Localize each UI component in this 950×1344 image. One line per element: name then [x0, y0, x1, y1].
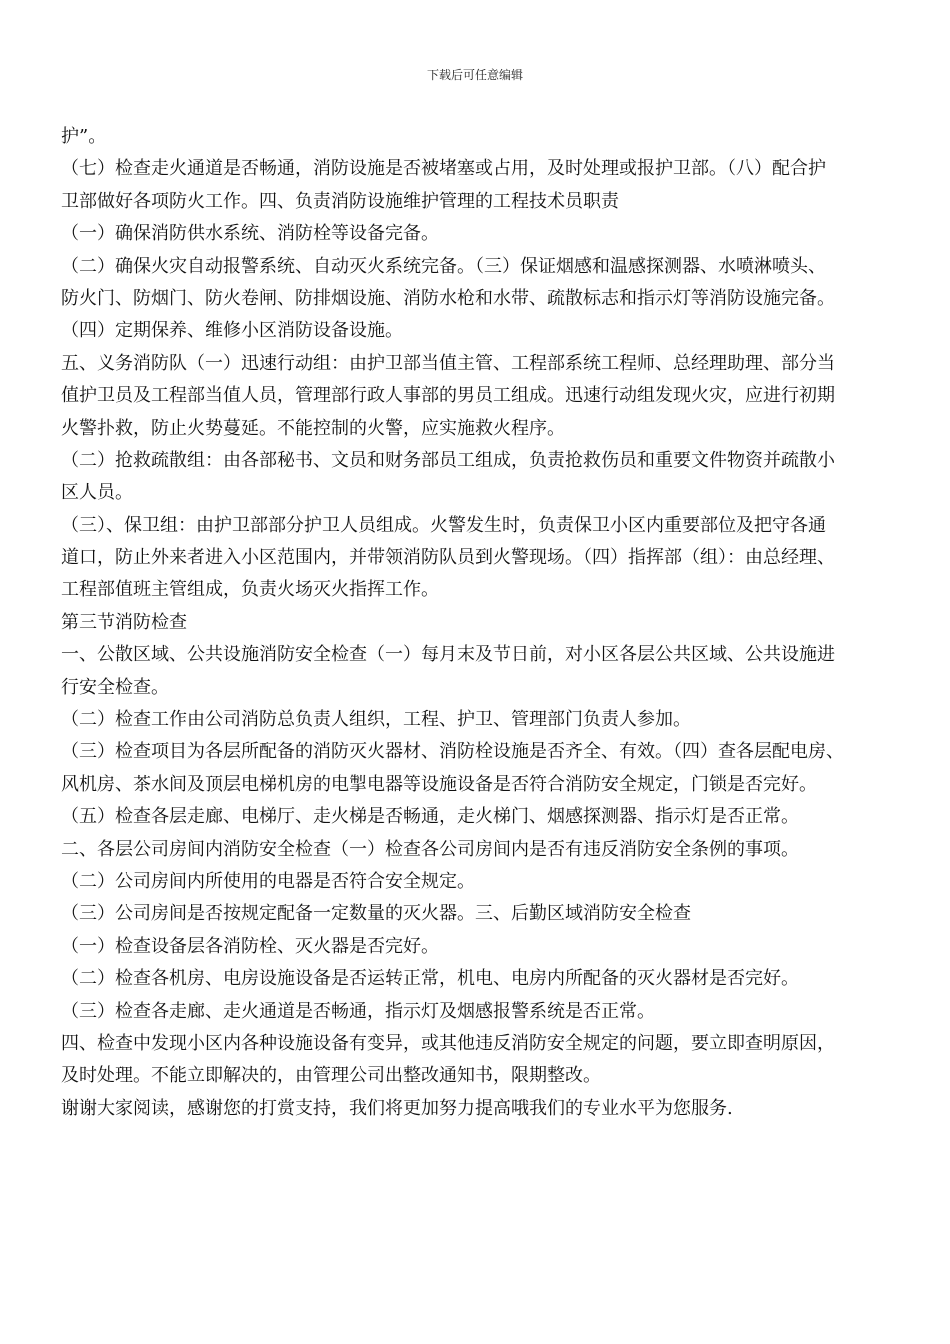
text-line: 二、各层公司房间内消防安全检查（一）检查各公司房间内是否有违反消防安全条例的事项。: [61, 838, 799, 860]
text-line: （四）定期保养、维修小区消防设备设施。: [61, 320, 403, 342]
text-line: 四、检查中发现小区内各种设施设备有变异，或其他违反消防安全规定的问题，要立即查明原因，: [61, 1032, 835, 1054]
text-line: 区人员。: [61, 482, 133, 504]
text-line: 工程部值班主管组成，负责火场灭火指挥工作。: [61, 579, 439, 601]
text-line: （五）检查各层走廊、电梯厅、走火梯是否畅通，走火梯门、烟感探测器、指示灯是否正常。: [61, 806, 799, 828]
text-line: 第三节消防检查: [61, 611, 187, 633]
text-line: （二）检查各机房、电房设施设备是否运转正常，机电、电房内所配备的灭火器材是否完好。: [61, 968, 799, 990]
text-line: 五、义务消防队（一）迅速行动组：由护卫部当值主管、工程部系统工程师、总经理助理、部分当: [61, 352, 835, 374]
text-line: （二）确保火灾自动报警系统、自动灭火系统完备。（三）保证烟感和温感探测器、水喷淋喷头、: [61, 255, 826, 277]
text-line: （三）检查各走廊、走火通道是否畅通，指示灯及烟感报警系统是否正常。: [61, 1000, 655, 1022]
text-line: 防火门、防烟门、防火卷闸、防排烟设施、消防水枪和水带、疏散标志和指示灯等消防设施完备。: [61, 287, 835, 309]
text-line: （二）抢救疏散组：由各部秘书、文员和财务部员工组成，负责抢救伤员和重要文件物资并疏散小: [61, 449, 835, 471]
text-line: 道口，防止外来者进入小区范围内，并带领消防队员到火警现场。（四）指挥部（组）：由总经理、: [61, 547, 835, 569]
text-line: 值护卫员及工程部当值人员，管理部行政人事部的男员工组成。迅速行动组发现火灾，应进行初期: [61, 385, 835, 407]
text-line: 行安全检查。: [61, 676, 169, 698]
text-line: （二）公司房间内所使用的电器是否符合安全规定。: [61, 870, 475, 892]
text-line: 卫部做好各项防火工作。四、负责消防设施维护管理的工程技术员职责: [61, 190, 619, 212]
text-line: （一）检查设备层各消防栓、灭火器是否完好。: [61, 935, 439, 957]
text-line: 及时处理。不能立即解决的，由管理公司出整改通知书，限期整改。: [61, 1065, 601, 1087]
text-line: （七）检查走火通道是否畅通，消防设施是否被堵塞或占用，及时处理或报护卫部。（八）配合护: [61, 158, 826, 180]
text-line: 谢谢大家阅读，感谢您的打赏支持，我们将更加努力提高哦我们的专业水平为您服务.: [61, 1097, 733, 1119]
text-line: （二）检查工作由公司消防总负责人组织，工程、护卫、管理部门负责人参加。: [61, 709, 691, 731]
text-line: 火警扑救，防止火势蔓延。不能控制的火警，应实施救火程序。: [61, 417, 565, 439]
text-line: 护”。: [61, 126, 107, 147]
text-line: （三）检查项目为各层所配备的消防灭火器材、消防栓设施是否齐全、有效。（四）查各层配电房、: [61, 741, 844, 763]
text-line: （三）、保卫组：由护卫部部分护卫人员组成。火警发生时，负责保卫小区内重要部位及把守各通: [61, 514, 826, 536]
text-line: （一）确保消防供水系统、消防栓等设备完备。: [61, 223, 439, 245]
text-line: （三）公司房间是否按规定配备一定数量的灭火器。三、后勤区域消防安全检查: [61, 903, 691, 925]
document-body: [61, 121, 891, 1125]
page-header: 下载后可任意编辑: [426, 68, 523, 82]
text-line: 一、公散区域、公共设施消防安全检查（一）每月末及节日前，对小区各层公共区域、公共设施进: [61, 644, 835, 666]
text-line: 风机房、茶水间及顶层电梯机房的电掣电器等设施设备是否符合消防安全规定，门锁是否完好。: [61, 773, 817, 795]
